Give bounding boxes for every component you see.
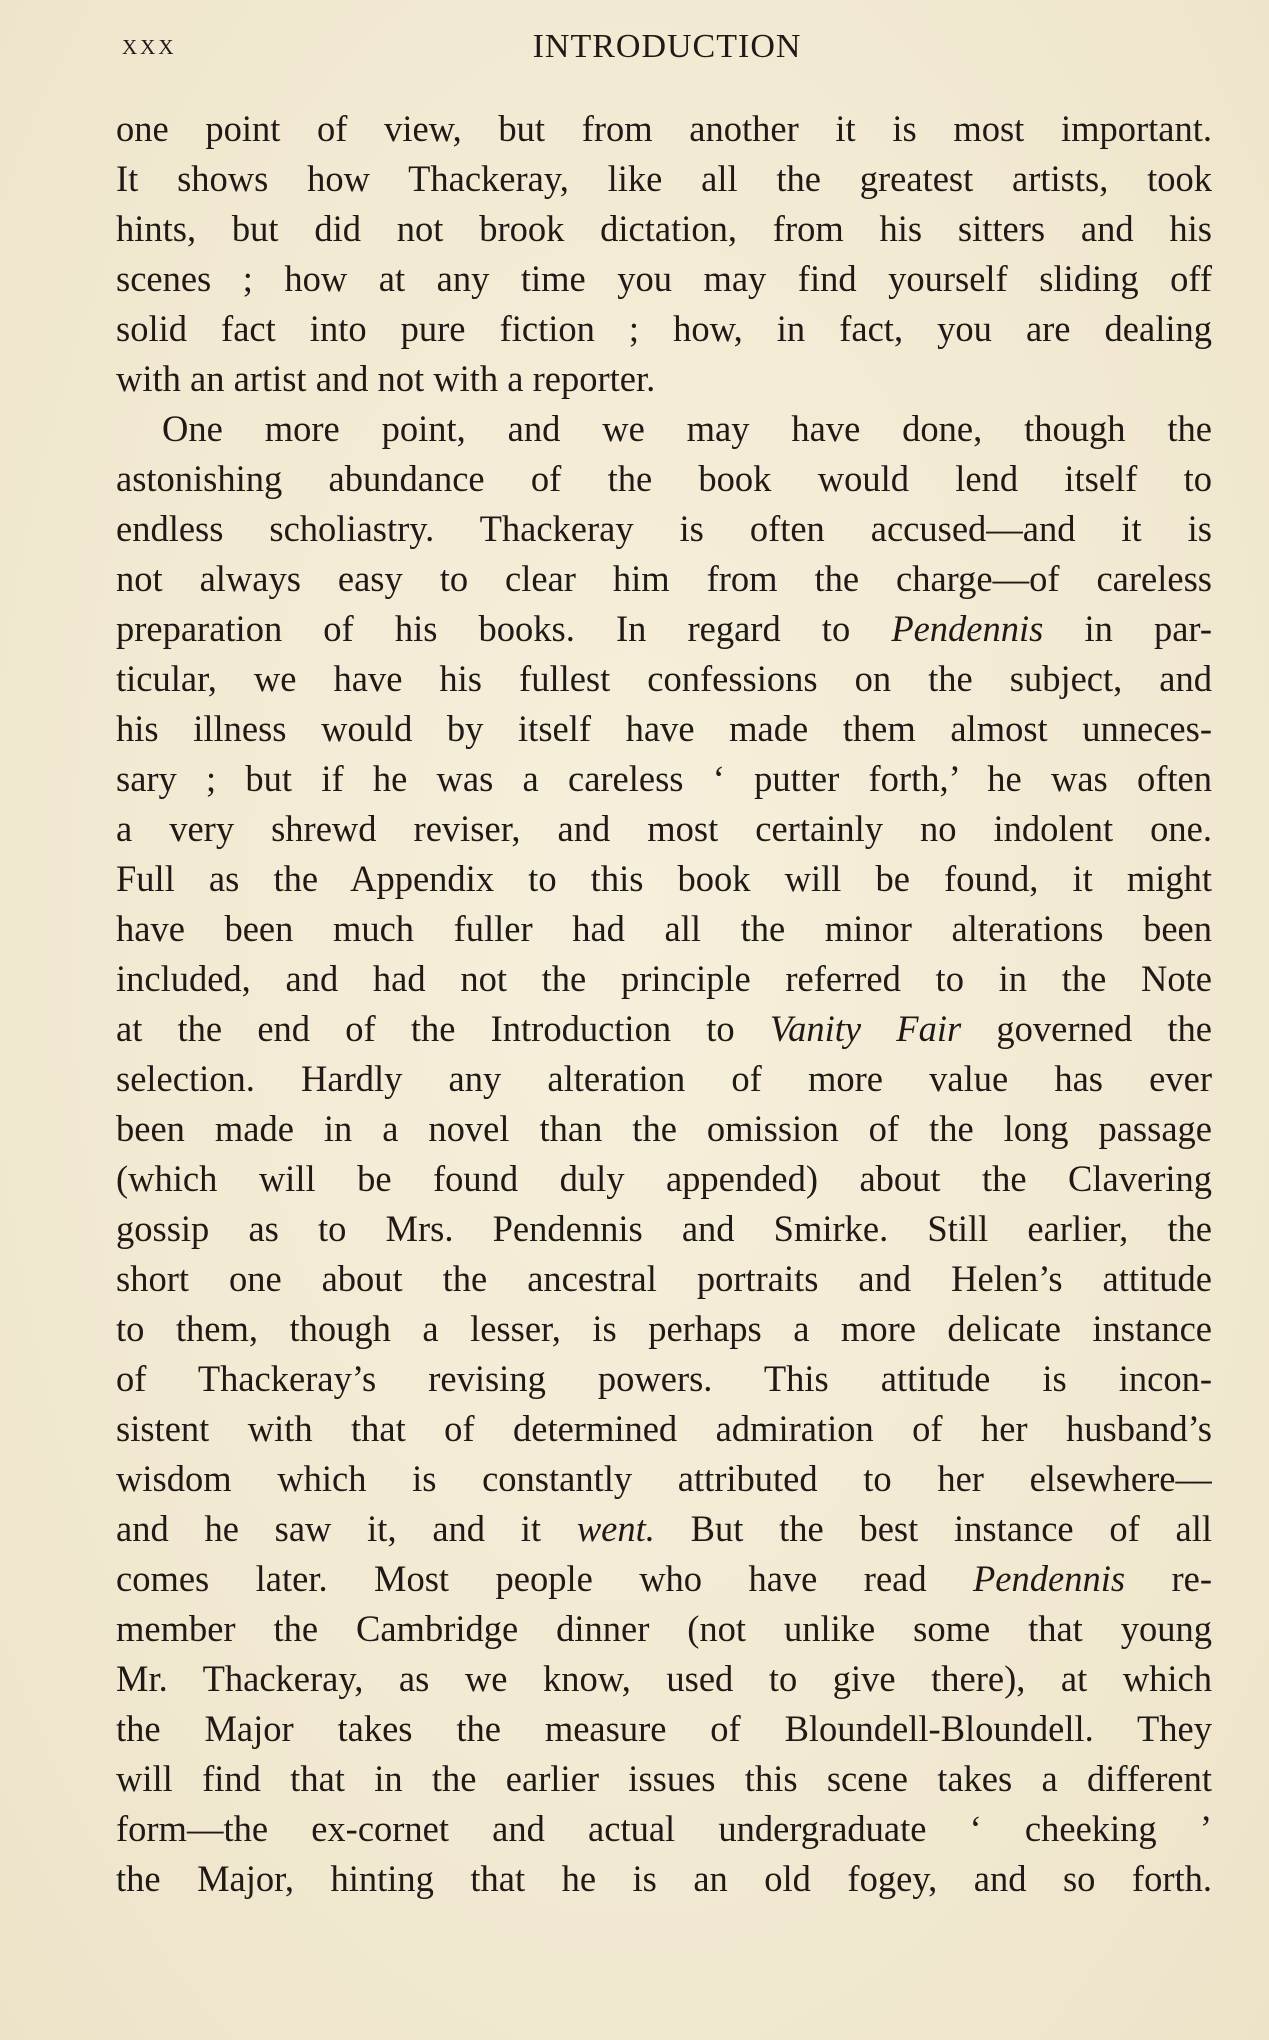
text-line: of Thackeray’s revising powers. This attitude is incon- (116, 1358, 1212, 1399)
text-line: been made in a novel than the omission of the long passage (116, 1108, 1212, 1149)
text-line: One more point, and we may have done, though the (162, 408, 1212, 449)
text-line: comes later. Most people who have read Pendennis re- (116, 1558, 1212, 1599)
text-line: his illness would by itself have made them almost unneces- (116, 708, 1212, 749)
text-line: not always easy to clear him from the charge—of careless (116, 558, 1212, 599)
text-line: ticular, we have his fullest confessions on the subject, and (116, 658, 1212, 699)
italic-title: Pendennis (891, 608, 1044, 649)
text-line: and he saw it, and it went. But the best instance of all (116, 1508, 1212, 1549)
page-number: xxx (122, 28, 177, 61)
text-line: have been much fuller had all the minor alterations been (116, 908, 1212, 949)
text-line: to them, though a lesser, is perhaps a more delicate instance (116, 1308, 1212, 1349)
text-line: Full as the Appendix to this book will be found, it might (116, 858, 1212, 899)
text-line: (which will be found duly appended) about the Clavering (116, 1158, 1212, 1199)
text-line: one point of view, but from another it is most important. (116, 108, 1212, 149)
italic-word: went. (576, 1508, 655, 1549)
italic-title: Vanity Fair (769, 1008, 962, 1049)
text-line: endless scholiastry. Thackeray is often accused—and it is (116, 508, 1212, 549)
text-line: the Major takes the measure of Bloundell-Bloundell. They (116, 1708, 1212, 1749)
text-line: included, and had not the principle referred to in the Note (116, 958, 1212, 999)
text-line: with an artist and not with a reporter. (116, 358, 656, 399)
text-line: sistent with that of determined admiration of her husband’s (116, 1408, 1212, 1449)
text-line: gossip as to Mrs. Pendennis and Smirke. Still earlier, the (116, 1208, 1212, 1249)
text-line: at the end of the Introduction to Vanity Fair governed the (116, 1008, 1212, 1049)
text-line: sary ; but if he was a careless ‘ putter forth,’ he was often (116, 758, 1212, 799)
text-line: form—the ex-cornet and actual undergraduate ‘ cheeking ’ (116, 1808, 1212, 1849)
text-line: It shows how Thackeray, like all the greatest artists, took (116, 158, 1212, 199)
text-line: selection. Hardly any alteration of more value has ever (116, 1058, 1212, 1099)
text-line: a very shrewd reviser, and most certainly no indolent one. (116, 808, 1212, 849)
text-line: wisdom which is constantly attributed to her elsewhere— (116, 1458, 1212, 1499)
text-line: short one about the ancestral portraits and Helen’s attitude (116, 1258, 1212, 1299)
text-line: astonishing abundance of the book would lend itself to (116, 458, 1212, 499)
text-line: hints, but did not brook dictation, from his sitters and his (116, 208, 1212, 249)
running-title: INTRODUCTION (532, 28, 802, 65)
text-line: preparation of his books. In regard to Pendennis in par- (116, 608, 1212, 649)
text-line: the Major, hinting that he is an old fogey, and so forth. (116, 1858, 1212, 1899)
text-line: member the Cambridge dinner (not unlike some that young (116, 1608, 1212, 1649)
text-line: scenes ; how at any time you may find yourself sliding off (116, 258, 1212, 299)
body-text (116, 104, 1212, 1904)
text-line: solid fact into pure fiction ; how, in fact, you are dealing (116, 308, 1212, 349)
italic-title: Pendennis (973, 1558, 1126, 1599)
text-line: Mr. Thackeray, as we know, used to give there), at which (116, 1658, 1212, 1699)
running-head (122, 28, 1212, 72)
text-line: will find that in the earlier issues this scene takes a different (116, 1758, 1212, 1799)
